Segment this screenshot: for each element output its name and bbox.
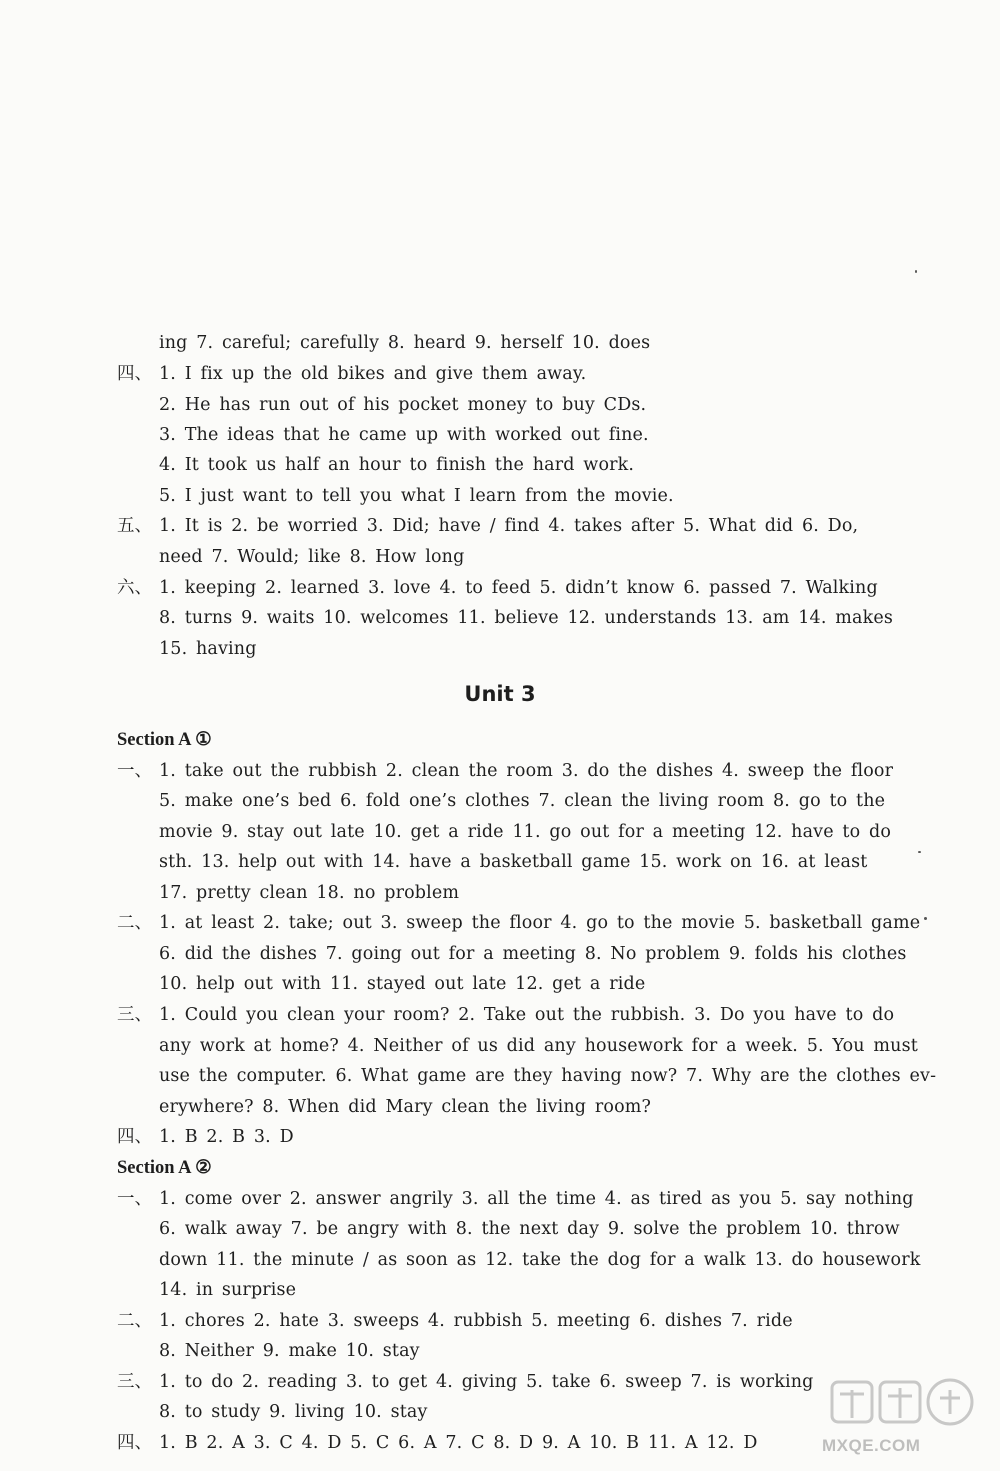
answer-line: need 7. Would; like 8. How long — [159, 547, 465, 567]
answer-line: 1. chores 2. hate 3. sweeps 4. rubbish 5. meeting 6. dishes 7. ride — [159, 1311, 793, 1331]
section-heading: Section A ① — [117, 730, 212, 750]
answer-line: 1. to do 2. reading 3. to get 4. giving 5. take 6. sweep 7. is working — [159, 1372, 814, 1392]
question-marker: 四、 — [117, 364, 152, 384]
answer-line: 2. He has run out of his pocket money to buy CDs. — [159, 395, 647, 415]
answer-line: 1. come over 2. answer angrily 3. all the time 4. as tired as you 5. say nothing — [159, 1189, 914, 1209]
answer-line: 3. The ideas that he came up with worked out fine. — [159, 425, 649, 445]
answer-line: 17. pretty clean 18. no problem — [159, 883, 460, 903]
answer-line: 10. help out with 11. stayed out late 12. get a ride — [159, 974, 646, 994]
question-marker: 四、 — [117, 1127, 152, 1147]
question-marker: 三、 — [117, 1372, 152, 1392]
question-marker: 一、 — [117, 1189, 152, 1209]
answer-line: 5. I just want to tell you what I learn from the movie. — [159, 486, 674, 506]
answer-line: 8. to study 9. living 10. stay — [159, 1402, 428, 1422]
answer-line: 4. It took us half an hour to finish the hard work. — [159, 455, 635, 475]
answer-line: any work at home? 4. Neither of us did any housework for a week. 5. You must — [159, 1036, 918, 1056]
answer-line: 6. walk away 7. be angry with 8. the next day 9. solve the problem 10. throw — [159, 1219, 900, 1239]
answer-line: movie 9. stay out late 10. get a ride 11. go out for a meeting 12. have to do — [159, 822, 892, 842]
answer-line: 1. B 2. A 3. C 4. D 5. C 6. A 7. C 8. D 9. A 10. B 11. A 12. D — [159, 1433, 758, 1453]
answer-line: 1. take out the rubbish 2. clean the room 3. do the dishes 4. sweep the floor — [159, 761, 894, 781]
answer-line: 1. at least 2. take; out 3. sweep the floor 4. go to the movie 5. basketball game — [159, 913, 921, 933]
answer-line: 1. keeping 2. learned 3. love 4. to feed 5. didn’t know 6. passed 7. Walking — [159, 578, 878, 598]
answer-line: 8. turns 9. waits 10. welcomes 11. believe 12. understands 13. am 14. makes — [159, 608, 893, 628]
answer-line: 8. Neither 9. make 10. stay — [159, 1341, 420, 1361]
answer-line: 5. make one’s bed 6. fold one’s clothes 7. clean the living room 8. go to the — [159, 791, 886, 811]
unit-title: Unit 3 — [464, 682, 536, 706]
question-marker: 三、 — [117, 1005, 152, 1025]
answer-line: 1. I fix up the old bikes and give them away. — [159, 364, 587, 384]
scan-speck — [915, 270, 917, 273]
answer-line: use the computer. 6. What game are they having now? 7. Why are the clothes ev- — [159, 1066, 937, 1086]
question-marker: 二、 — [117, 1311, 152, 1331]
question-marker: 一、 — [117, 761, 152, 781]
answer-line: 1. It is 2. be worried 3. Did; have / find 4. takes after 5. What did 6. Do, — [159, 516, 859, 536]
answer-line: 6. did the dishes 7. going out for a meeting 8. No problem 9. folds his clothes — [159, 944, 907, 964]
question-marker: 六、 — [117, 578, 152, 598]
answer-line: 14. in surprise — [159, 1280, 297, 1300]
answer-line: erywhere? 8. When did Mary clean the living room? — [159, 1097, 652, 1117]
answer-line: 1. Could you clean your room? 2. Take out the rubbish. 3. Do you have to do — [159, 1005, 895, 1025]
answer-line: sth. 13. help out with 14. have a basketball game 15. work on 16. at least — [159, 852, 868, 872]
question-marker: 二、 — [117, 913, 152, 933]
scan-speck — [918, 851, 921, 853]
answer-line: ing 7. careful; carefully 8. heard 9. herself 10. does — [159, 333, 651, 353]
section-heading: Section A ② — [117, 1158, 212, 1178]
answer-line: 15. having — [159, 639, 257, 659]
scan-speck — [924, 917, 927, 920]
answer-line: down 11. the minute / as soon as 12. take the dog for a walk 13. do housework — [159, 1250, 921, 1270]
answer-line: 1. B 2. B 3. D — [159, 1127, 294, 1147]
question-marker: 五、 — [117, 516, 152, 536]
question-marker: 四、 — [117, 1433, 152, 1453]
watermark-text: MXQE.COM — [822, 1436, 921, 1455]
